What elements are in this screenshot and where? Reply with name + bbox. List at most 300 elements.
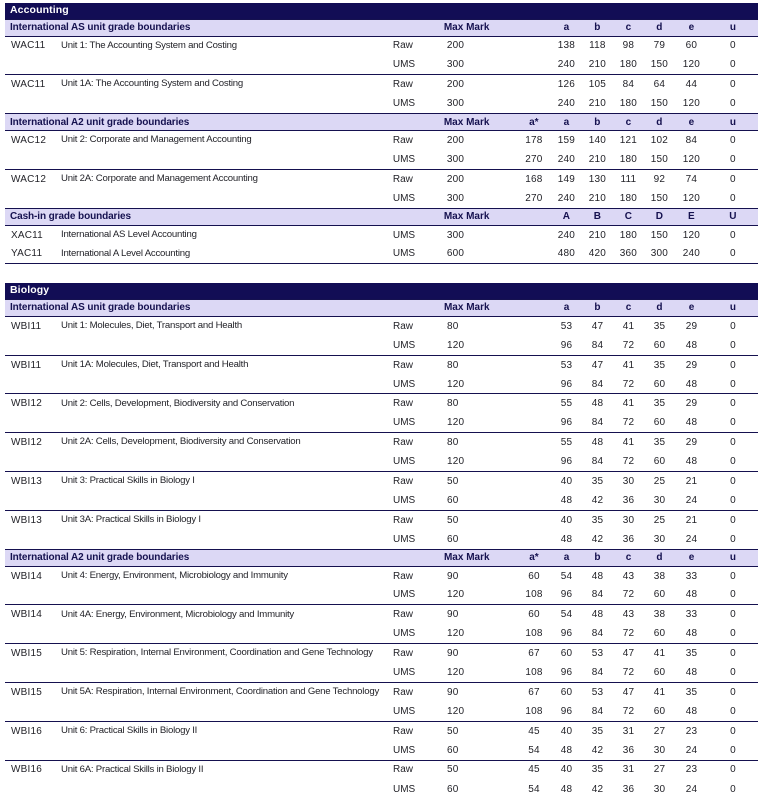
grade-value: 35 [653, 320, 666, 332]
grade-letter: b [582, 19, 613, 36]
max-mark: 200 [446, 79, 465, 91]
unit-row [5, 316, 758, 335]
max-mark: 120 [446, 339, 465, 351]
grade-value: 48 [685, 705, 698, 717]
unit-title [61, 452, 393, 471]
grade-value: 180 [619, 153, 637, 165]
max-mark: 90 [446, 609, 459, 621]
grade-value: 53 [560, 320, 573, 332]
grade-value: 72 [622, 417, 635, 429]
grade-value: 79 [653, 40, 666, 52]
grade-value: 150 [650, 229, 668, 241]
grade-value: 420 [588, 248, 606, 260]
grade-value: 35 [591, 725, 604, 737]
unit-row [5, 472, 758, 491]
unit-row [5, 452, 758, 471]
max-mark: 120 [446, 378, 465, 390]
grade-value: 29 [685, 320, 698, 332]
section-title: International AS unit grade boundaries [5, 299, 437, 316]
grade-value: 210 [588, 59, 606, 71]
grade-value: 108 [525, 628, 543, 640]
grade-value: 47 [591, 320, 604, 332]
mark-type: Raw [392, 475, 413, 487]
grade-value: 120 [682, 229, 700, 241]
max-mark: 50 [446, 764, 459, 776]
mark-type: UMS [392, 59, 416, 71]
grade-value: 0 [730, 378, 736, 390]
unit-code [5, 624, 61, 643]
mark-type: Raw [392, 686, 413, 698]
grade-letter: E [675, 208, 708, 225]
grade-value: 31 [622, 725, 635, 737]
unit-title: Unit 6: Practical Skills in Biology II [61, 724, 198, 736]
grade-value: 41 [622, 359, 635, 371]
mark-type: Raw [392, 359, 413, 371]
grade-value: 30 [653, 494, 666, 506]
grade-letter: e [675, 19, 708, 36]
mark-type: Raw [392, 648, 413, 660]
grade-value: 180 [619, 98, 637, 110]
grade-value: 84 [591, 456, 604, 468]
unit-code: WAC11 [11, 79, 46, 91]
unit-title: International A Level Accounting [61, 247, 190, 259]
unit-row [5, 225, 758, 244]
grade-value: 0 [730, 320, 736, 332]
grade-value: 30 [622, 514, 635, 526]
grade-value: 33 [685, 570, 698, 582]
grade-letter: a [551, 299, 582, 316]
grade-value: 96 [560, 378, 573, 390]
grade-value: 60 [653, 666, 666, 678]
unit-code [5, 530, 61, 549]
grade-value: 210 [588, 153, 606, 165]
grade-value: 48 [560, 744, 573, 756]
grade-value: 240 [557, 98, 575, 110]
subject-title: Accounting [5, 3, 758, 19]
unit-title [61, 779, 393, 798]
unit-title: Unit 4A: Energy, Environment, Microbiology and Immunity [61, 608, 295, 620]
mark-type: Raw [392, 79, 413, 91]
grade-value: 300 [650, 248, 668, 260]
grade-value: 0 [730, 783, 736, 795]
grade-value: 67 [528, 686, 540, 698]
grade-value: 64 [653, 79, 666, 91]
unit-row [5, 760, 758, 779]
grade-letter: b [582, 549, 613, 566]
grade-value: 84 [622, 79, 635, 91]
unit-row [5, 245, 758, 264]
grade-value: 0 [730, 173, 736, 185]
mark-type: UMS [392, 494, 416, 506]
grade-value: 84 [591, 589, 604, 601]
subject-title: Biology [5, 283, 758, 299]
grade-value: 48 [685, 628, 698, 640]
subject-band-row [5, 283, 758, 299]
max-mark: 200 [446, 135, 465, 146]
unit-row [5, 55, 758, 74]
grade-value: 48 [591, 437, 604, 449]
grade-value: 36 [622, 533, 635, 545]
grade-letter: d [644, 19, 675, 36]
mark-type: UMS [392, 744, 416, 756]
grade-value: 35 [653, 359, 666, 371]
unit-code [5, 585, 61, 604]
grade-value: 24 [685, 783, 698, 795]
unit-row [5, 530, 758, 549]
grade-value: 48 [685, 339, 698, 351]
max-mark: 60 [446, 744, 459, 756]
unit-code: WBI16 [11, 764, 43, 776]
unit-code: YAC11 [11, 248, 43, 260]
section-header-row [5, 208, 758, 225]
max-mark: 80 [446, 359, 459, 371]
grade-value: 60 [653, 378, 666, 390]
grade-value: 111 [620, 173, 637, 185]
grade-value: 35 [685, 648, 698, 660]
unit-code: WBI15 [11, 686, 43, 698]
grade-letter: c [613, 549, 644, 566]
grade-value: 210 [588, 229, 606, 241]
unit-code [5, 491, 61, 510]
grade-value: 0 [730, 248, 736, 260]
mark-type: Raw [392, 609, 413, 621]
unit-title: Unit 5A: Respiration, Internal Environment, Coordination and Gene Technology [61, 686, 380, 698]
unit-row [5, 663, 758, 682]
mark-type: UMS [392, 229, 416, 241]
max-mark: 60 [446, 533, 459, 545]
grade-value [517, 375, 551, 394]
grade-value: 60 [560, 686, 573, 698]
mark-type: Raw [392, 320, 413, 332]
mark-type: UMS [392, 705, 416, 717]
grade-value: 240 [557, 153, 575, 165]
unit-row [5, 131, 758, 150]
grade-value: 98 [622, 40, 635, 52]
grade-value: 35 [653, 437, 666, 449]
grade-value: 24 [685, 744, 698, 756]
grade-value: 23 [685, 725, 698, 737]
grade-value: 0 [730, 475, 736, 487]
grade-value: 74 [685, 173, 698, 185]
grade-value: 35 [591, 475, 604, 487]
grade-letter: u [708, 19, 758, 36]
grade-value: 72 [622, 628, 635, 640]
grade-value: 60 [653, 339, 666, 351]
mark-type: UMS [392, 98, 416, 110]
max-mark: 120 [446, 456, 465, 468]
unit-title [61, 336, 393, 355]
grade-value: 120 [682, 192, 700, 204]
grade-value: 40 [560, 725, 573, 737]
unit-code: WBI14 [11, 609, 43, 621]
grade-letter [517, 19, 551, 36]
grade-value: 121 [619, 135, 637, 146]
grade-value: 48 [591, 609, 604, 621]
unit-code: WBI16 [11, 725, 43, 737]
grade-value: 0 [730, 648, 736, 660]
unit-code: WAC12 [11, 173, 47, 185]
unit-title [61, 150, 393, 169]
grade-value: 47 [622, 686, 635, 698]
mark-type: UMS [392, 628, 416, 640]
grade-value: 48 [685, 378, 698, 390]
grade-value: 40 [560, 764, 573, 776]
grade-value: 96 [560, 339, 573, 351]
max-mark: 600 [446, 248, 465, 260]
unit-title [61, 189, 393, 208]
unit-title: Unit 4: Energy, Environment, Microbiology and Immunity [61, 569, 288, 581]
grade-value: 0 [730, 666, 736, 678]
grade-value: 53 [591, 686, 604, 698]
grade-value: 0 [730, 628, 736, 640]
grade-value: 44 [685, 79, 698, 91]
unit-title [61, 530, 393, 549]
unit-row [5, 566, 758, 585]
grade-value: 48 [560, 494, 573, 506]
unit-row [5, 94, 758, 113]
grade-value: 150 [650, 192, 668, 204]
grade-value: 67 [528, 648, 540, 660]
mark-type: UMS [392, 192, 416, 204]
mark-type: Raw [392, 570, 413, 582]
unit-row [5, 36, 758, 55]
unit-code [5, 702, 61, 721]
unit-title: Unit 2A: Cells, Development, Biodiversity and Conservation [61, 436, 301, 448]
grade-value: 48 [591, 570, 604, 582]
unit-code: WBI11 [11, 320, 42, 332]
unit-code: WBI12 [11, 437, 43, 449]
grade-value: 159 [557, 135, 575, 146]
unit-row [5, 336, 758, 355]
grade-value: 29 [685, 437, 698, 449]
grade-value [517, 510, 551, 529]
unit-row [5, 510, 758, 529]
grade-letter: a* [517, 549, 551, 566]
unit-row [5, 779, 758, 798]
grade-value: 0 [730, 456, 736, 468]
grade-value: 126 [557, 79, 575, 91]
grade-value [517, 245, 551, 264]
grade-value: 0 [730, 398, 736, 410]
unit-code [5, 189, 61, 208]
max-mark: 120 [446, 628, 465, 640]
grade-value: 240 [557, 229, 575, 241]
unit-code: WBI13 [11, 514, 43, 526]
grade-value: 35 [685, 686, 698, 698]
grade-value [517, 316, 551, 335]
grade-value: 42 [591, 783, 604, 795]
grade-value: 118 [589, 40, 606, 52]
grade-letter: C [613, 208, 644, 225]
mark-type: UMS [392, 378, 416, 390]
grade-value: 210 [588, 98, 606, 110]
subject-band-row [5, 3, 758, 19]
unit-code: WBI11 [11, 359, 42, 371]
grade-letter: a [551, 549, 582, 566]
mark-type: Raw [392, 135, 413, 146]
grade-value [517, 452, 551, 471]
mark-type: UMS [392, 248, 416, 260]
grade-value: 168 [525, 173, 543, 185]
unit-title [61, 702, 393, 721]
grade-value [517, 94, 551, 113]
unit-title [61, 585, 393, 604]
max-mark: 300 [446, 153, 465, 165]
grade-value: 0 [730, 570, 736, 582]
max-mark: 300 [446, 98, 465, 110]
grade-value [517, 472, 551, 491]
grade-value: 43 [622, 570, 635, 582]
mark-type: Raw [392, 764, 413, 776]
grade-value: 120 [682, 153, 700, 165]
grade-value: 24 [685, 494, 698, 506]
max-mark: 50 [446, 725, 459, 737]
max-mark: 60 [446, 783, 459, 795]
grade-value: 150 [650, 59, 668, 71]
grade-value: 84 [591, 417, 604, 429]
grade-value [517, 394, 551, 413]
grade-value: 240 [557, 192, 575, 204]
unit-title: Unit 2A: Corporate and Management Accounting [61, 173, 258, 185]
grade-value: 41 [622, 320, 635, 332]
grade-value: 30 [622, 475, 635, 487]
grade-value: 72 [622, 339, 635, 351]
mark-type: UMS [392, 666, 416, 678]
grade-value: 54 [528, 744, 540, 756]
grade-value: 30 [653, 744, 666, 756]
grade-value: 149 [557, 173, 575, 185]
grade-value: 0 [730, 609, 736, 621]
max-mark: 120 [446, 417, 465, 429]
grade-value: 0 [730, 192, 736, 204]
max-mark-label: Max Mark [437, 19, 517, 36]
grade-value: 0 [730, 135, 736, 146]
grade-value: 42 [591, 744, 604, 756]
grade-value: 36 [622, 494, 635, 506]
grade-value: 48 [560, 783, 573, 795]
section-title: Cash-in grade boundaries [5, 208, 437, 225]
grade-value: 60 [653, 628, 666, 640]
mark-type: UMS [392, 533, 416, 545]
grade-value [517, 336, 551, 355]
grade-value: 84 [685, 135, 698, 146]
grade-value: 0 [730, 40, 736, 52]
grade-letter: e [675, 114, 708, 131]
mark-type: Raw [392, 725, 413, 737]
grade-value: 150 [650, 153, 668, 165]
section-title: International A2 unit grade boundaries [5, 114, 437, 131]
unit-code: WBI15 [11, 648, 43, 660]
grade-value: 38 [653, 570, 666, 582]
mark-type: UMS [392, 417, 416, 429]
grade-value: 102 [650, 135, 668, 146]
unit-row [5, 605, 758, 624]
grade-value: 360 [619, 248, 637, 260]
grade-value: 45 [528, 725, 540, 737]
grade-value: 30 [653, 533, 666, 545]
section-header-row [5, 549, 758, 566]
grade-value: 60 [653, 456, 666, 468]
unit-title: Unit 3: Practical Skills in Biology I [61, 475, 195, 487]
grade-value: 96 [560, 628, 573, 640]
unit-title: Unit 1: The Accounting System and Costing [61, 39, 237, 51]
section-header-row [5, 114, 758, 131]
grade-value: 96 [560, 666, 573, 678]
grade-value: 35 [653, 398, 666, 410]
grade-value: 84 [591, 339, 604, 351]
grade-value: 24 [685, 533, 698, 545]
unit-code [5, 55, 61, 74]
grade-value: 27 [653, 764, 666, 776]
max-mark: 200 [446, 40, 465, 52]
grade-value: 31 [622, 764, 635, 776]
grade-letter [517, 208, 551, 225]
grade-value: 54 [560, 570, 573, 582]
grade-value: 40 [560, 514, 573, 526]
tables-host [5, 3, 758, 799]
grade-letter: A [551, 208, 582, 225]
grade-value: 35 [591, 764, 604, 776]
grade-value: 29 [685, 359, 698, 371]
grade-value: 120 [682, 98, 700, 110]
grade-value: 140 [588, 135, 606, 146]
grade-value: 48 [685, 666, 698, 678]
grade-value [517, 433, 551, 452]
unit-title [61, 491, 393, 510]
grade-value: 150 [650, 98, 668, 110]
grade-value: 72 [622, 705, 635, 717]
unit-row [5, 682, 758, 701]
grade-value: 41 [653, 648, 666, 660]
unit-title: Unit 3A: Practical Skills in Biology I [61, 513, 201, 525]
grade-value: 48 [685, 589, 698, 601]
grade-value: 178 [525, 135, 543, 146]
max-mark-label: Max Mark [437, 549, 517, 566]
grade-value: 72 [622, 666, 635, 678]
max-mark: 120 [446, 666, 465, 678]
grade-value: 72 [622, 456, 635, 468]
grade-value: 42 [591, 494, 604, 506]
mark-type: Raw [392, 40, 413, 52]
unit-row [5, 75, 758, 94]
grade-value: 96 [560, 456, 573, 468]
max-mark: 50 [446, 475, 459, 487]
max-mark: 120 [446, 589, 465, 601]
grade-value: 42 [591, 533, 604, 545]
unit-code: WBI14 [11, 570, 43, 582]
grade-letter: c [613, 299, 644, 316]
grade-value: 53 [591, 648, 604, 660]
unit-row [5, 375, 758, 394]
grade-value: 25 [653, 514, 666, 526]
grade-value: 35 [591, 514, 604, 526]
grade-letter: u [708, 114, 758, 131]
max-mark: 60 [446, 494, 459, 506]
unit-row [5, 644, 758, 663]
unit-code [5, 150, 61, 169]
unit-code [5, 663, 61, 682]
unit-title [61, 741, 393, 760]
grade-value: 0 [730, 514, 736, 526]
max-mark-label: Max Mark [437, 299, 517, 316]
max-mark: 120 [446, 705, 465, 717]
grade-letter: d [644, 114, 675, 131]
unit-code [5, 452, 61, 471]
grade-letter: a [551, 114, 582, 131]
grade-value: 27 [653, 725, 666, 737]
mark-type: Raw [392, 437, 413, 449]
mark-type: Raw [392, 173, 413, 185]
